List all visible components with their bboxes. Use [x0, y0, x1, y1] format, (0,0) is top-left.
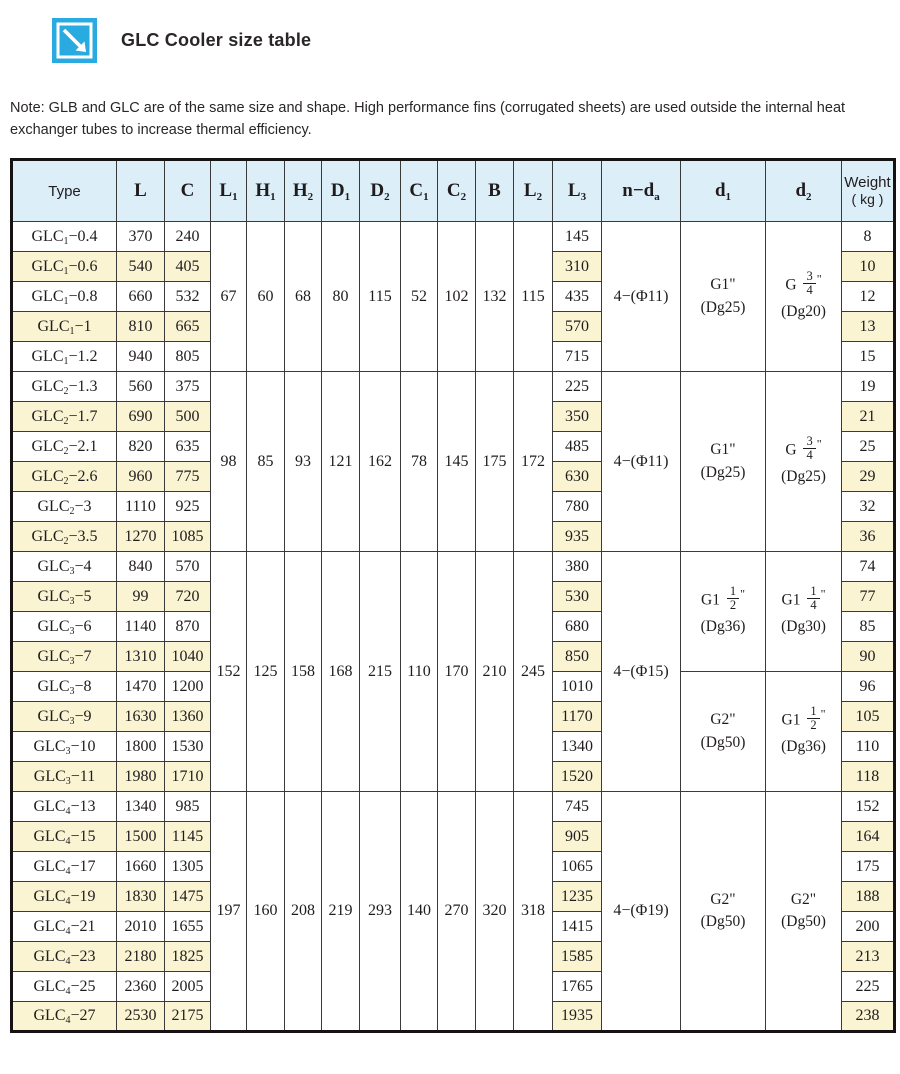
cell-weight: 200	[842, 912, 895, 942]
type-cell: $GLC_1-0.4$	[12, 222, 117, 252]
table-row	[12, 792, 895, 822]
cell-L: 690	[117, 402, 165, 432]
page-title: GLC Cooler size table	[121, 30, 312, 50]
merged-cell-C2: 170	[438, 552, 476, 792]
column-header: $L_3$	[553, 160, 602, 222]
cell-C: 665	[165, 312, 211, 342]
merged-cell-L2: 318	[514, 792, 553, 1032]
merged-cell-H2: 208	[285, 792, 322, 1032]
merged-cell-C1: 140	[401, 792, 438, 1032]
cell-L: 820	[117, 432, 165, 462]
section-marker-icon	[52, 18, 97, 63]
column-header: $D_2$	[360, 160, 401, 222]
cell-L: 940	[117, 342, 165, 372]
column-header: Weight ( kg )	[842, 160, 895, 222]
header-row	[12, 160, 895, 222]
cell-weight: 77	[842, 582, 895, 612]
cell-L: 2360	[117, 972, 165, 1002]
cell-C: 405	[165, 252, 211, 282]
type-cell: $GLC_3-7$	[12, 642, 117, 672]
cell-C: 532	[165, 282, 211, 312]
cell-weight: 238	[842, 1002, 895, 1032]
cell-C: 500	[165, 402, 211, 432]
column-header: $D_1$	[322, 160, 360, 222]
cell-L: 370	[117, 222, 165, 252]
cell-L3: 1415	[553, 912, 602, 942]
cell-weight: 213	[842, 942, 895, 972]
type-cell: $GLC_1-0.6$	[12, 252, 117, 282]
cell-L3: 435	[553, 282, 602, 312]
cell-L: 1980	[117, 762, 165, 792]
merged-cell-H1: 125	[247, 552, 285, 792]
cell-C: 570	[165, 552, 211, 582]
cell-L3: 1765	[553, 972, 602, 1002]
merged-cell-H1: 85	[247, 372, 285, 552]
merged-cell-H2: 93	[285, 372, 322, 552]
cell-L: 1630	[117, 702, 165, 732]
cell-L: 1110	[117, 492, 165, 522]
type-cell: $GLC_4-25$	[12, 972, 117, 1002]
column-header: Type	[12, 160, 117, 222]
cell-C: 775	[165, 462, 211, 492]
type-cell: $GLC_4-23$	[12, 942, 117, 972]
note-text: Note: GLB and GLC are of the same size and shape. High performance fins (corrugated sheets) are used outside the internal heat exchanger tubes to increase thermal efficiency.	[10, 100, 846, 139]
cell-L3: 905	[553, 822, 602, 852]
cell-L3: 380	[553, 552, 602, 582]
cell-L: 1270	[117, 522, 165, 552]
merged-cell-L2: 172	[514, 372, 553, 552]
merged-cell-n-da: 4−(Φ11)	[602, 222, 681, 372]
cell-L: 840	[117, 552, 165, 582]
cell-weight: 85	[842, 612, 895, 642]
cell-weight: 36	[842, 522, 895, 552]
type-cell: $GLC_1-0.8$	[12, 282, 117, 312]
cell-weight: 8	[842, 222, 895, 252]
cell-L: 1470	[117, 672, 165, 702]
cell-L: 1340	[117, 792, 165, 822]
column-header: C	[165, 160, 211, 222]
cell-weight: 118	[842, 762, 895, 792]
table-row	[12, 372, 895, 402]
type-cell: $GLC_4-19$	[12, 882, 117, 912]
cell-weight: 21	[842, 402, 895, 432]
type-cell: $GLC_1-1$	[12, 312, 117, 342]
cell-weight: 188	[842, 882, 895, 912]
cell-L: 1500	[117, 822, 165, 852]
merged-cell-C2: 145	[438, 372, 476, 552]
cell-weight: 225	[842, 972, 895, 1002]
merged-cell-C1: 78	[401, 372, 438, 552]
column-header: $H_2$	[285, 160, 322, 222]
cell-C: 1085	[165, 522, 211, 552]
type-cell: $GLC_2-2.6$	[12, 462, 117, 492]
merged-cell-D2: 162	[360, 372, 401, 552]
cell-L3: 850	[553, 642, 602, 672]
column-header: B	[476, 160, 514, 222]
column-header: $d_1$	[681, 160, 766, 222]
merged-cell-L2: 245	[514, 552, 553, 792]
type-cell: $GLC_4-27$	[12, 1002, 117, 1032]
merged-cell-H1: 160	[247, 792, 285, 1032]
merged-cell-D1: 219	[322, 792, 360, 1032]
merged-cell-C1: 52	[401, 222, 438, 372]
merged-cell-H2: 68	[285, 222, 322, 372]
cell-d1: G2" (Dg50)	[681, 792, 766, 1032]
cell-d1: G1" (Dg25)	[681, 372, 766, 552]
cell-weight: 90	[842, 642, 895, 672]
cell-C: 375	[165, 372, 211, 402]
column-header: $d_2$	[766, 160, 842, 222]
merged-cell-n-da: 4−(Φ11)	[602, 372, 681, 552]
cell-d2: G $\frac{3}{4}$ " (Dg20)	[766, 222, 842, 372]
merged-cell-D1: 168	[322, 552, 360, 792]
cell-d2: G1 $\frac{1}{2}$ " (Dg36)	[766, 672, 842, 792]
cell-C: 1655	[165, 912, 211, 942]
cell-L: 1660	[117, 852, 165, 882]
cell-L: 660	[117, 282, 165, 312]
cell-L3: 485	[553, 432, 602, 462]
column-header: $C_1$	[401, 160, 438, 222]
cell-C: 1145	[165, 822, 211, 852]
column-header: $n-d_a$	[602, 160, 681, 222]
type-cell: $GLC_3-5$	[12, 582, 117, 612]
merged-cell-B: 320	[476, 792, 514, 1032]
table-row	[12, 222, 895, 252]
cell-C: 925	[165, 492, 211, 522]
cell-weight: 29	[842, 462, 895, 492]
column-header: $C_2$	[438, 160, 476, 222]
merged-cell-B: 132	[476, 222, 514, 372]
cell-C: 2175	[165, 1002, 211, 1032]
cell-d2: G2" (Dg50)	[766, 792, 842, 1032]
column-header: $L_1$	[211, 160, 247, 222]
type-cell: $GLC_2-1.7$	[12, 402, 117, 432]
cell-L: 1830	[117, 882, 165, 912]
merged-cell-L1: 152	[211, 552, 247, 792]
merged-cell-D2: 115	[360, 222, 401, 372]
cell-L3: 935	[553, 522, 602, 552]
merged-cell-C2: 270	[438, 792, 476, 1032]
cell-L3: 780	[553, 492, 602, 522]
cell-weight: 19	[842, 372, 895, 402]
cell-L: 1140	[117, 612, 165, 642]
type-cell: $GLC_4-17$	[12, 852, 117, 882]
cell-L: 540	[117, 252, 165, 282]
cell-L: 1800	[117, 732, 165, 762]
cell-C: 1710	[165, 762, 211, 792]
cell-C: 1475	[165, 882, 211, 912]
cell-d2: G $\frac{3}{4}$ " (Dg25)	[766, 372, 842, 552]
cell-C: 985	[165, 792, 211, 822]
cell-L3: 680	[553, 612, 602, 642]
merged-cell-L1: 67	[211, 222, 247, 372]
cell-L: 1310	[117, 642, 165, 672]
cell-L3: 1235	[553, 882, 602, 912]
cell-L: 99	[117, 582, 165, 612]
cell-L3: 745	[553, 792, 602, 822]
cell-C: 805	[165, 342, 211, 372]
merged-cell-H1: 60	[247, 222, 285, 372]
cell-L: 810	[117, 312, 165, 342]
cell-L: 2180	[117, 942, 165, 972]
cell-L3: 630	[553, 462, 602, 492]
merged-cell-L1: 98	[211, 372, 247, 552]
cell-L: 2010	[117, 912, 165, 942]
type-cell: $GLC_3-4$	[12, 552, 117, 582]
cell-C: 1530	[165, 732, 211, 762]
page-header	[52, 18, 311, 63]
cell-weight: 15	[842, 342, 895, 372]
cell-weight: 110	[842, 732, 895, 762]
cell-C: 2005	[165, 972, 211, 1002]
cell-L3: 350	[553, 402, 602, 432]
cell-weight: 164	[842, 822, 895, 852]
merged-cell-B: 210	[476, 552, 514, 792]
cell-weight: 12	[842, 282, 895, 312]
cell-d2: G1 $\frac{1}{4}$ " (Dg30)	[766, 552, 842, 672]
cell-weight: 13	[842, 312, 895, 342]
cell-L: 560	[117, 372, 165, 402]
cooler-size-table	[10, 158, 896, 1033]
merged-cell-C1: 110	[401, 552, 438, 792]
type-cell: $GLC_3-8$	[12, 672, 117, 702]
cell-C: 635	[165, 432, 211, 462]
table-body	[12, 222, 895, 1032]
cell-L3: 1170	[553, 702, 602, 732]
cell-weight: 96	[842, 672, 895, 702]
cell-L3: 1520	[553, 762, 602, 792]
type-cell: $GLC_4-21$	[12, 912, 117, 942]
cell-C: 1305	[165, 852, 211, 882]
type-cell: $GLC_2-3$	[12, 492, 117, 522]
cell-L3: 145	[553, 222, 602, 252]
cell-L3: 310	[553, 252, 602, 282]
cell-L3: 225	[553, 372, 602, 402]
merged-cell-D1: 80	[322, 222, 360, 372]
cell-weight: 25	[842, 432, 895, 462]
cell-L3: 715	[553, 342, 602, 372]
cell-L3: 1010	[553, 672, 602, 702]
cell-weight: 74	[842, 552, 895, 582]
type-cell: $GLC_4-15$	[12, 822, 117, 852]
type-cell: $GLC_1-1.2$	[12, 342, 117, 372]
merged-cell-D2: 293	[360, 792, 401, 1032]
cell-C: 870	[165, 612, 211, 642]
cell-L3: 1585	[553, 942, 602, 972]
column-header: $H_1$	[247, 160, 285, 222]
merged-cell-C2: 102	[438, 222, 476, 372]
merged-cell-D2: 215	[360, 552, 401, 792]
cell-L: 2530	[117, 1002, 165, 1032]
cell-L3: 1065	[553, 852, 602, 882]
type-cell: $GLC_2-2.1$	[12, 432, 117, 462]
merged-cell-H2: 158	[285, 552, 322, 792]
column-header: $L_2$	[514, 160, 553, 222]
cell-L3: 570	[553, 312, 602, 342]
type-cell: $GLC_2-3.5$	[12, 522, 117, 552]
merged-cell-n-da: 4−(Φ19)	[602, 792, 681, 1032]
column-header: L	[117, 160, 165, 222]
cell-C: 1360	[165, 702, 211, 732]
cell-C: 1040	[165, 642, 211, 672]
cell-weight: 32	[842, 492, 895, 522]
cell-L3: 1340	[553, 732, 602, 762]
cell-C: 1200	[165, 672, 211, 702]
cell-L3: 530	[553, 582, 602, 612]
merged-cell-L2: 115	[514, 222, 553, 372]
cell-weight: 10	[842, 252, 895, 282]
type-cell: $GLC_4-13$	[12, 792, 117, 822]
type-cell: $GLC_3-10$	[12, 732, 117, 762]
merged-cell-D1: 121	[322, 372, 360, 552]
merged-cell-B: 175	[476, 372, 514, 552]
cell-C: 240	[165, 222, 211, 252]
cell-d1: G1" (Dg25)	[681, 222, 766, 372]
cell-d1: G1 $\frac{1}{2}$ " (Dg36)	[681, 552, 766, 672]
table-row	[12, 552, 895, 582]
merged-cell-n-da: 4−(Φ15)	[602, 552, 681, 792]
cell-C: 1825	[165, 942, 211, 972]
cell-d1: G2" (Dg50)	[681, 672, 766, 792]
merged-cell-L1: 197	[211, 792, 247, 1032]
table-header-row	[12, 160, 895, 222]
type-cell: $GLC_3-11$	[12, 762, 117, 792]
cell-weight: 152	[842, 792, 895, 822]
type-cell: $GLC_2-1.3$	[12, 372, 117, 402]
cell-L3: 1935	[553, 1002, 602, 1032]
cell-weight: 105	[842, 702, 895, 732]
type-cell: $GLC_3-6$	[12, 612, 117, 642]
cell-C: 720	[165, 582, 211, 612]
type-cell: $GLC_3-9$	[12, 702, 117, 732]
cell-weight: 175	[842, 852, 895, 882]
cell-L: 960	[117, 462, 165, 492]
